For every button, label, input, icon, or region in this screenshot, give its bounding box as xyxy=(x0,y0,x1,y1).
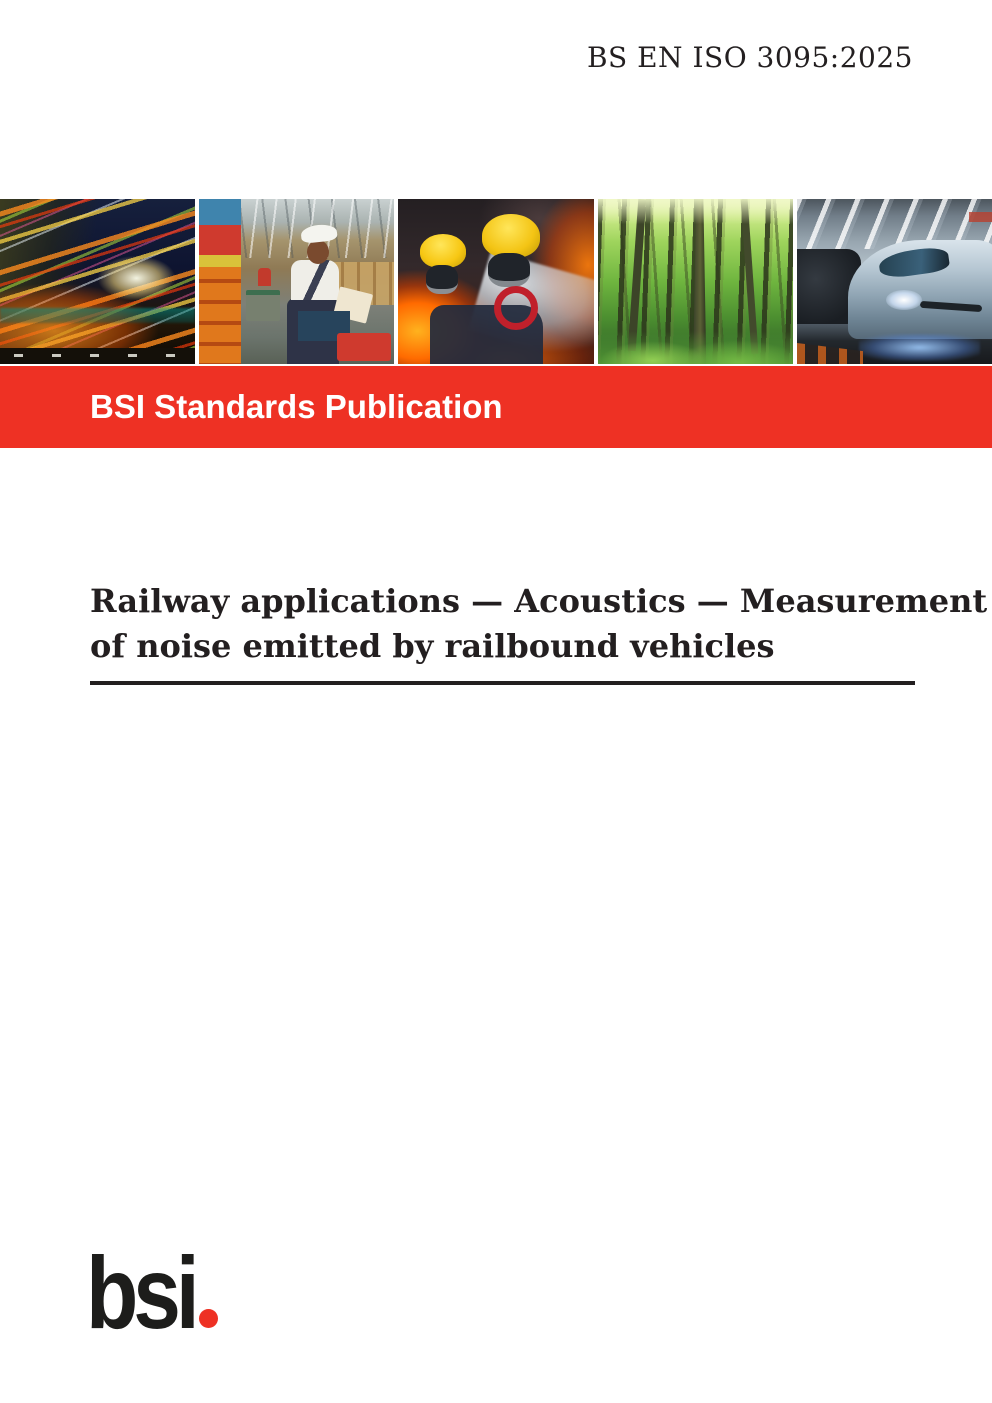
photo-firefighters xyxy=(398,199,593,364)
photo-strip xyxy=(0,199,992,364)
warehouse-red-bin xyxy=(337,333,391,361)
banner-label: BSI Standards Publication xyxy=(90,388,503,425)
standard-number: BS EN ISO 3095:2025 xyxy=(586,41,913,74)
photo-forest-trees xyxy=(598,199,793,364)
worker-shirt xyxy=(291,260,339,300)
firefighter-visor-left xyxy=(426,265,458,294)
title-line-1: Railway applications — Acoustics — Measurement xyxy=(90,582,988,620)
worker-head xyxy=(307,240,329,264)
bsi-logo-dot xyxy=(199,1309,218,1328)
bsi-red-banner xyxy=(0,366,992,448)
car-underbody-glow xyxy=(859,334,980,360)
traffic-lane-markings xyxy=(0,354,195,357)
forest-canopy-light xyxy=(598,199,793,224)
bsi-logo-text: bsi xyxy=(86,1236,195,1350)
bsi-logo xyxy=(86,1236,218,1350)
photo-warehouse-worker xyxy=(199,199,394,364)
warehouse-background-worker xyxy=(258,268,271,286)
forest-undergrowth xyxy=(598,331,793,364)
firefighter-helmet-right xyxy=(482,214,540,258)
warehouse-stacked-crates xyxy=(199,199,241,364)
title-line-2: of noise emitted by railbound vehicles xyxy=(90,627,775,665)
firefighter-helmet-left xyxy=(420,234,466,268)
factory-red-pipe xyxy=(969,212,992,222)
firefighter-visor-right xyxy=(488,253,530,287)
traffic-teal-light-band xyxy=(0,308,195,323)
car-headlight xyxy=(886,290,922,310)
factory-floor-stripes xyxy=(797,343,863,364)
photo-night-traffic-light-trails xyxy=(0,199,195,364)
document-title xyxy=(90,579,988,669)
warehouse-cart xyxy=(246,290,280,321)
photo-car-assembly-line xyxy=(797,199,992,364)
title-underline-rule xyxy=(90,681,915,685)
